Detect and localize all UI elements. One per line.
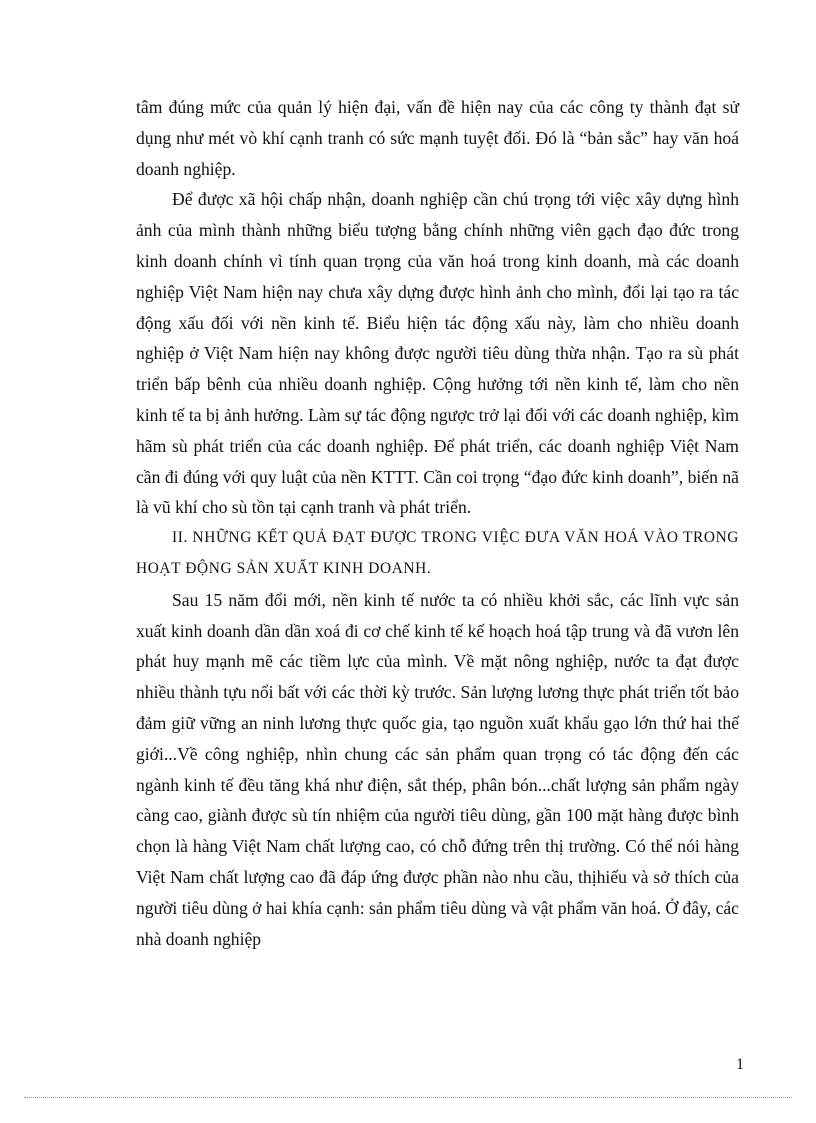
paragraph-social-acceptance: Để được xã hội chấp nhận, doanh nghiệp cần chú trọng tới việc xây dựng hình ảnh của mình thành những biểu tượng bằng chính những viên gạch đạo đức trong kinh doanh chính vì tính quan trọng của văn hoá trong kinh doanh, mà các doanh nghiệp Việt Nam hiện nay chưa xây dựng được hình ảnh cho mình, đổi lại tạo ra tác động xấu đối với nền kinh tế. Biểu hiện tác động xấu này, làm cho nhiều doanh nghiệp ở Việt Nam hiện nay không được người tiêu dùng thừa nhận. Tạo ra sù phát triển bấp bênh của nhiều doanh nghiệp. Cộng hưởng tới nền kinh tế, làm cho nền kinh tế ta bị ảnh hưởng. Làm sự tác động ngược trở lại đối với các doanh nghiệp, kìm hãm sù phát triển của các doanh nghiệp. Để phát triển, các doanh nghiệp Việt Nam cần đi đúng với quy luật của nền KTTT. Cần coi trọng “đạo đức kinh doanh”, biến nã là vũ khí cho sù tồn tại cạnh tranh và phát triển.: [136, 189, 739, 518]
paragraph-continuation: tâm đúng mức của quản lý hiện đại, vấn đề hiện nay của các công ty thành đạt sử dụng như mét vò khí cạnh tranh có sức mạnh tuyệt đối. Đó là “bản sắc” hay văn hoá doanh nghiệp.: [136, 97, 739, 179]
paragraph-achievements: Sau 15 năm đổi mới, nền kinh tế nước ta có nhiều khởi sắc, các lĩnh vực sản xuất kinh doanh dần dần xoá đi cơ chế kinh tế kế hoạch hoá tập trung và đã vươn lên phát huy mạnh mẽ các tiềm lực của mình. Về mặt nông nghiệp, nước ta đạt được nhiều thành tựu nổi bất với các thời kỳ trước. Sản lượng lương thực phát triển tốt bảo đảm giữ vững an ninh lương thực quốc gia, tạo nguồn xuất khẩu gạo lớn thứ hai thế giới...Về công nghiệp, nhìn chung các sản phẩm quan trọng có tác động đến các ngành kinh tế đều tăng khá như điện, sắt thép, phân bón...chất lượng sản phẩm ngày càng cao, giành được sù tín nhiệm của người tiêu dùng, gần 100 mặt hàng được bình chọn là hàng Việt Nam chất lượng cao, có chỗ đứng trên thị trường. Có thể nói hàng Việt Nam chất lượng cao đã đáp ứng được phần nào nhu cầu, thịhiếu và sở thích của người tiêu dùng ở hai khía cạnh: sản phẩm tiêu dùng và vật phẩm văn hoá. Ở đây, các nhà doanh nghiệp: [136, 589, 739, 949]
page-number: 1: [736, 1056, 744, 1073]
footer-divider: [24, 1097, 792, 1098]
section-heading-ii: II. NHỮNG KẾT QUẢ ĐẠT ĐƯỢC TRONG VIỆC ĐƯA VĂN HOÁ VÀO TRONG HOẠT ĐỘNG SẢN XUẤT KINH DOANH.: [136, 529, 739, 577]
body-text: [136, 92, 739, 954]
